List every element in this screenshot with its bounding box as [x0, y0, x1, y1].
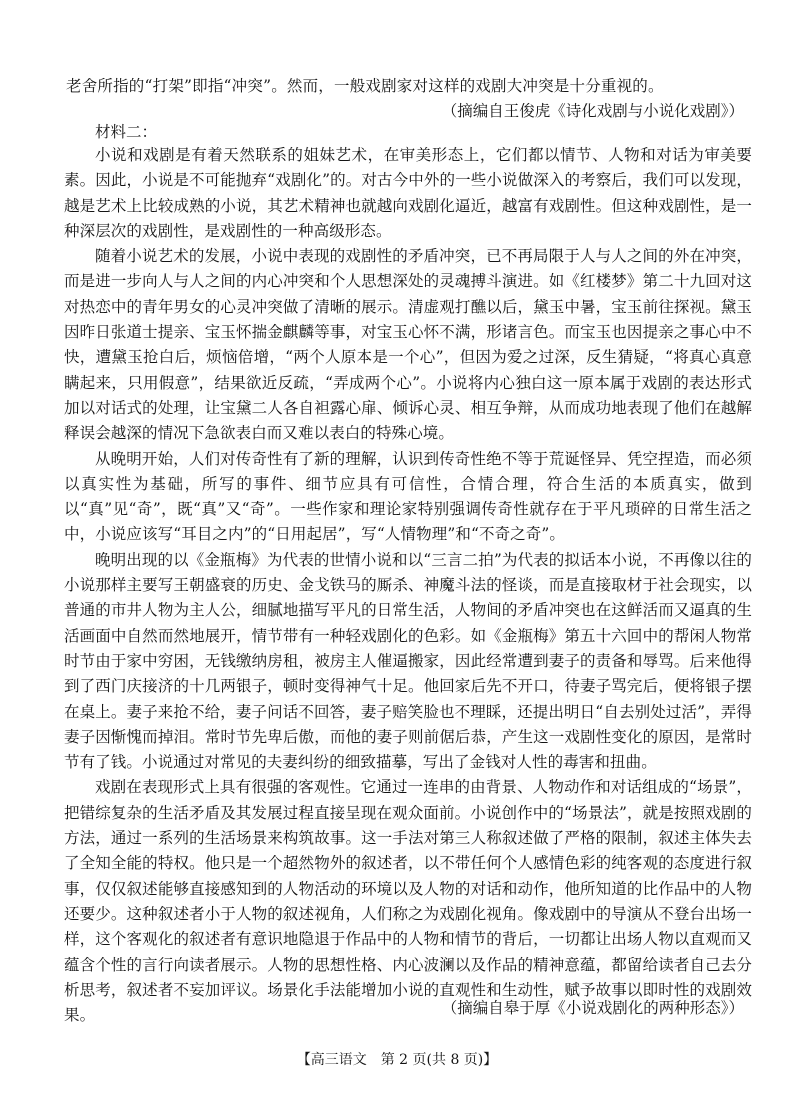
paragraph-4: 晚明出现的以《金瓶梅》为代表的世情小说和以“三言二拍”为代表的拟话本小说，不再像以往的小说那样主要写王朝盛衰的历史、金戈铁马的厮杀、神魔斗法的怪谈，而是直接取材于社会现实，以普通的市井人物为主人公，细腻地描写平凡的日常生活，人物间的矛盾冲突也在这鲜活而又逼真的生活画面中自然而然地展开，情节带有一种轻戏剧化的色彩。如《金瓶梅》第五十六回中的帮闲人物常时节由于家中穷困，无钱缴纳房租，被房主人催逼搬家，因此经常遭到妻子的责备和辱骂。后来他得到了西门庆接济的十几两银子，顿时变得神气十足。他回家后先不开口，待妻子骂完后，便将银子摆在桌上。妻子来抢不给，妻子问话不回答，妻子赔笑脸也不理睬，还提出明日“自去别处过活”，弄得妻子因惭愧而掉泪。常时节先卑后傲，而他的妻子则前倨后恭，产生这一戏剧性变化的原因，是常时节有了钱。小说通过对常见的夫妻纠纷的细致描摹，写出了金钱对人性的毒害和扭曲。 — [64, 550, 752, 772]
paragraph-5: 戏剧在表现形式上具有很强的客观性。它通过一连串的由背景、人物动作和对话组成的“场景”，把错综复杂的生活矛盾及其发展过程直接呈现在观众面前。小说创作中的“场景法”，就是按照戏剧的方法，通过一系列的生活场景来构筑故事。这一手法对第三人称叙述做了严格的限制，叙述主体失去了全知全能的特权。他只是一个超然物外的叙述者，以不带任何个人感情色彩的纯客观的态度进行叙事，仅仅叙述能够直接感知到的人物活动的环境以及人物的对话和动作，他所知道的比作品中的人物还要少。这种叙述者小于人物的叙述视角，人们称之为戏剧化视角。像戏剧中的导演从不登台出场一样，这个客观化的叙述者有意识地隐退于作品中的人物和情节的背后，一切都让出场人物以直观而又蕴含个性的言行向读者展示。人物的思想性格、内心波澜以及作品的精神意蕴，都留给读者自己去分析思考，叙述者不妄加评议。场景化手法能增加小说的直观性和生动性，赋予故事以即时性的戏剧效果。 — [64, 778, 752, 1025]
material-heading: 材料二： — [95, 123, 158, 141]
paragraph-2: 随着小说艺术的发展，小说中表现的戏剧性的矛盾冲突，已不再局限于人与人之间的外在冲突，而是进一步向人与人之间的内心冲突和个人思想深处的灵魂搏斗演进。如《红楼梦》第二十九回对这对热恋中的青年男女的心灵冲突做了清晰的展示。清虚观打醮以后，黛玉中暑，宝玉前往探视。黛玉因昨日张道士提亲、宝玉怀揣金麒麟等事，对宝玉心怀不满，形诸言色。而宝玉也因提亲之事心中不快，遭黛玉抢白后，烦恼倍增，“两个人原本是一个心”，但因为爱之过深，反生猜疑，“将真心真意瞒起来，只用假意”，结果欲近反疏，“弄成两个心”。小说将内心独白这一原本属于戏剧的表达形式加以对话式的处理，让宝黛二人各自袒露心扉、倾诉心灵、相互争辩，从而成功地表现了他们在越解释误会越深的情况下急欲表白而又难以表白的特殊心境。 — [64, 247, 752, 443]
lead-line: 老舍所指的“打架”即指“冲突”。然而，一般戏剧家对这样的戏剧大冲突是十分重视的。 — [66, 77, 664, 95]
page-footer: 【高三语文 第 2 页(共 8 页)】 — [296, 1052, 498, 1068]
source-citation-1: （摘编自王俊虎《诗化戏剧与小说化戏剧》） — [441, 102, 744, 120]
source-citation-2: （摘编自皋于厚《小说戏剧化的两种形态》） — [441, 999, 744, 1017]
paragraph-1: 小说和戏剧是有着天然联系的姐妹艺术，在审美形态上，它们都以情节、人物和对话为审美要素。因此，小说是不可能抛弃“戏剧化”的。对古今中外的一些小说做深入的考察后，我们可以发现，越是艺术上比较成熟的小说，其艺术精神也就越向戏剧化逼近，越富有戏剧性。但这种戏剧性，是一种深层次的戏剧性，是戏剧性的一种高级形态。 — [64, 146, 752, 240]
paragraph-3: 从晚明开始，人们对传奇性有了新的理解，认识到传奇性绝不等于荒诞怪异、凭空捏造，而必须以真实性为基础，所写的事件、细节应具有可信性，合情合理，符合生活的本质真实，做到以“真”见“奇”，既“真”又“奇”。一些作家和理论家特别强调传奇性就存在于平凡琐碎的日常生活之中，小说应该写“耳目之内”的“日用起居”，写“人情物理”和“不奇之奇”。 — [64, 449, 752, 544]
article-body — [64, 143, 752, 1028]
